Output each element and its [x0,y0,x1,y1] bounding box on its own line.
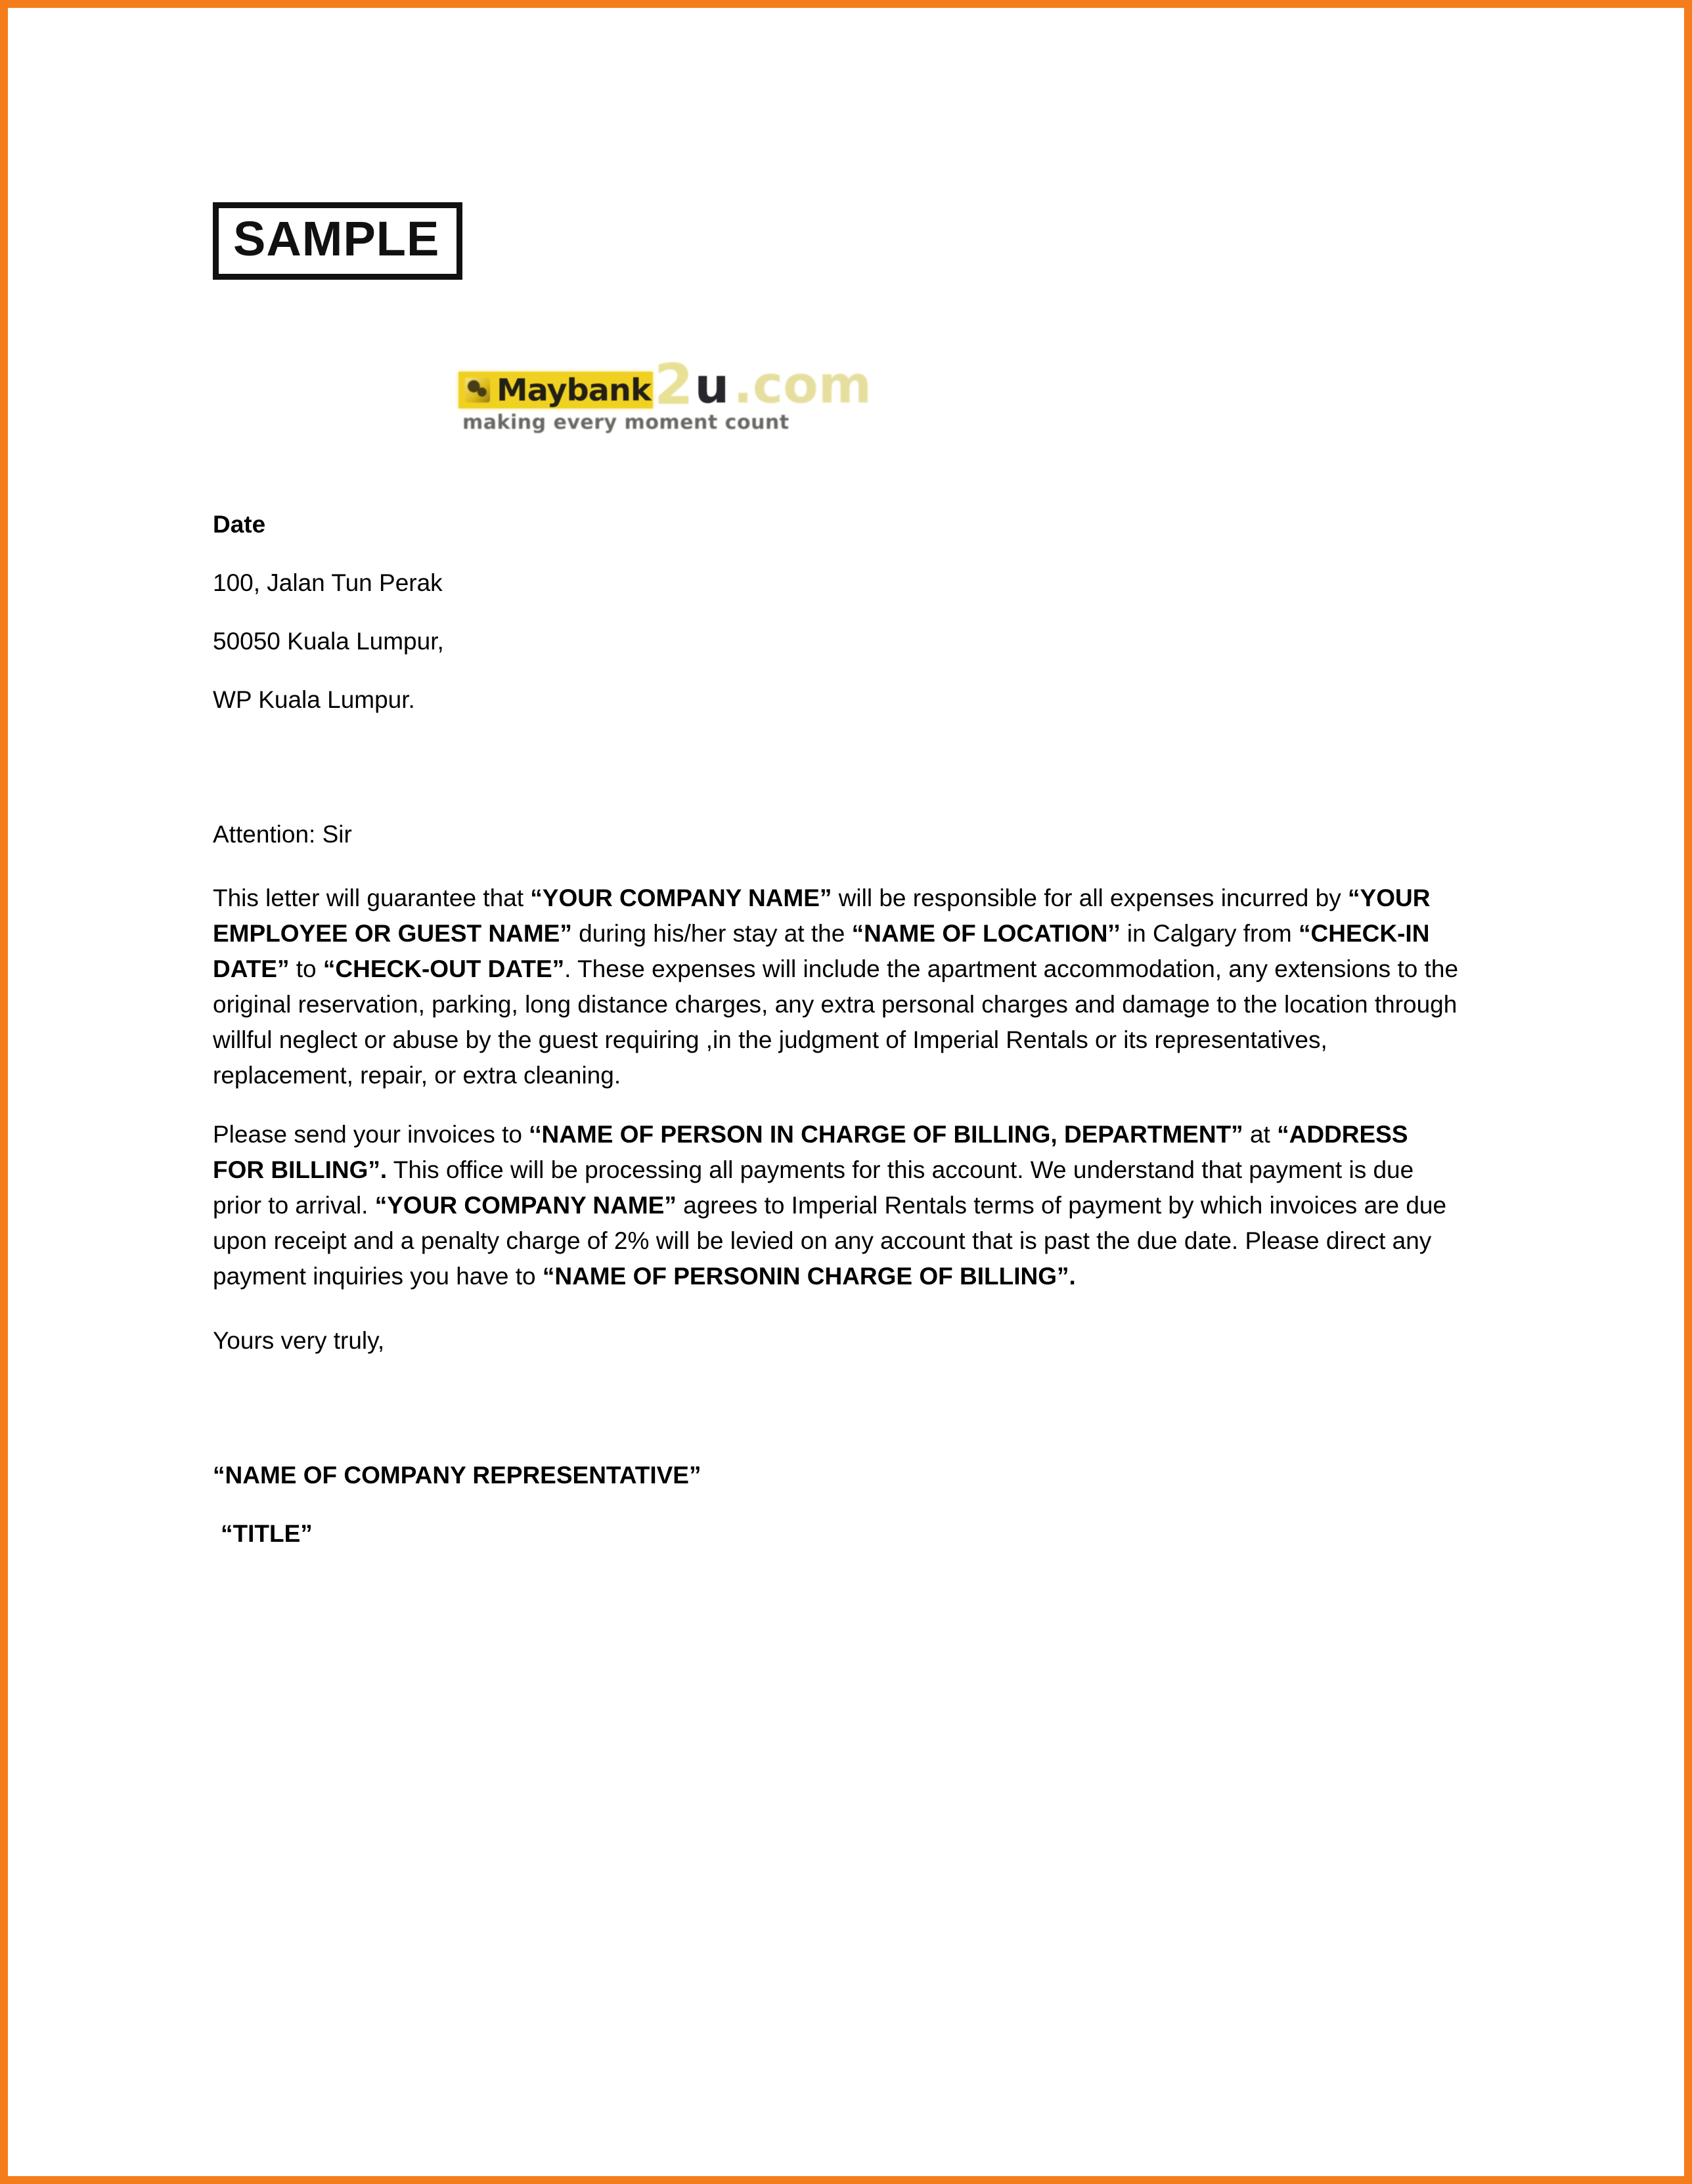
logo-tagline: making every moment count [462,411,790,434]
logo-brand-highlight [458,372,653,408]
maybank2u-logo [458,353,1266,432]
p2-bold-billing-contact: “NAME OF PERSONIN CHARGE OF BILLING”. [542,1263,1076,1290]
spacer-after-address [213,712,1461,822]
p1-text-1: This letter will guarantee that [213,885,531,911]
address-line-2: 50050 Kuala Lumpur, [213,628,444,655]
logo-wordmark-row [458,352,1266,418]
p2-bold-company-name: “YOUR COMPANY NAME” [374,1192,677,1219]
attention-line: Attention: Sir [213,821,352,848]
paragraph-guarantee [213,881,1461,1093]
paragraph-billing [213,1117,1461,1294]
p1-bold-company-name: “YOUR COMPANY NAME” [530,885,832,911]
paper-surface [22,18,1670,2166]
closing-salutation: Yours very truly, [213,1327,385,1355]
address-line-1: 100, Jalan Tun Perak [213,569,443,596]
spacer-before-closing [213,1294,1461,1328]
p2-text-1: Please send your invoices to [213,1121,529,1148]
maybank-tiger-icon [465,378,490,403]
p1-text-6: . These expenses will include the apartment accommodation, any extensions to the original reservation, parking, long distance charges, any extra personal charges and damage to the location through willful neglect or abuse by the guest requiring ,in the judgment of Imperial Rentals or its representatives, replacement, repair, or extra cleaning. [213,955,1459,1089]
spacer-after-attention [213,846,1461,881]
sample-stamp [213,202,462,280]
p1-text-5: to [289,955,323,983]
sample-stamp-label: SAMPLE [233,211,440,266]
signature-title: “TITLE” [221,1520,313,1548]
p2-bold-billing-person: ‘‘NAME OF PERSON IN CHARGE OF BILLING, DEPARTMENT” [529,1121,1243,1148]
letter-body [213,202,1461,1546]
p1-bold-checkout-date: “CHECK-OUT DATE” [323,955,565,983]
p1-text-3: during his/her stay at the [571,920,852,948]
logo-number-two: 2 [654,352,694,418]
spacer-before-title [213,1487,1461,1521]
signature-representative-name: “NAME OF COMPANY REPRESENTATIVE” [213,1462,701,1489]
date-label: Date [213,511,266,538]
address-line-3: WP Kuala Lumpur. [213,686,415,713]
p1-bold-checkin-date: “CHECK-IN DATE” [213,920,1430,983]
logo-brand-text: Maybank [497,372,651,408]
p2-text-2: at [1243,1121,1278,1148]
letter-content [213,512,1461,1546]
p2-bold-billing-address: “ADDRESS FOR BILLING”. [213,1121,1408,1184]
logo-dotcom-text: .com [733,355,872,415]
p1-bold-location-name: “NAME OF LOCATION’’ [851,920,1121,948]
logo-letter-u: u [694,357,730,414]
p1-text-2: will be responsible for all expenses incurred by [832,885,1348,911]
signature-space [213,1353,1461,1463]
p2-text-3: This office will be processing all payments for this account. We understand that payment is due prior to arrival. [213,1156,1414,1219]
p1-text-4: in Calgary from [1120,920,1299,948]
p2-text-4: agrees to Imperial Rentals terms of payment by which invoices are due upon receipt and a penalty charge of 2% will be levied on any account that is past the due date. Please direct any payment inquiries you have to [213,1192,1447,1290]
p1-bold-guest-name: “YOUR EMPLOYEE OR GUEST NAME” [213,885,1431,948]
